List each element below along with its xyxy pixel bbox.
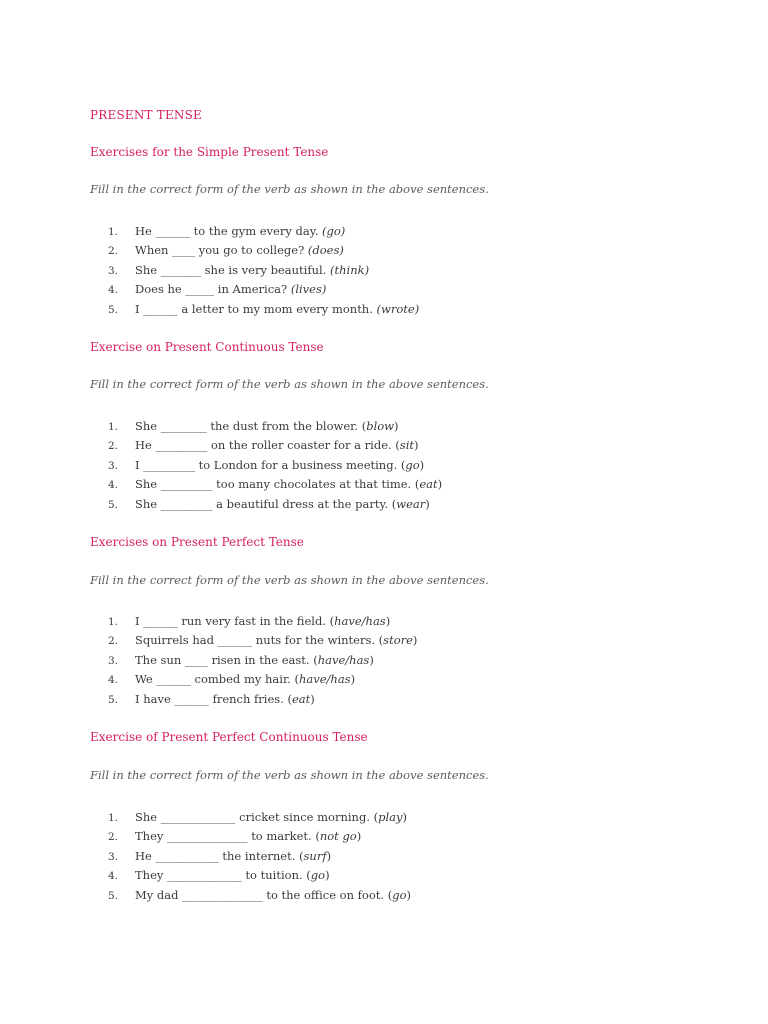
item-number: 2. [108,245,119,258]
exercise-item [108,651,417,670]
item-number: 1. [108,812,119,824]
verb-hint: (wrote) [376,301,420,316]
exercise-item [108,612,417,631]
item-number: 4. [108,479,119,492]
item-text: She _______ she is very beautiful. [135,262,330,277]
section-instruction: Fill in the correct form of the verb as shown in the above sentences. [90,768,489,782]
item-text: He ___________ the internet. ( [135,848,304,863]
section-instruction: Fill in the correct form of the verb as shown in the above sentences. [90,182,489,196]
exercise-list-present-perfect-continuous [108,808,411,905]
item-text: I _________ to London for a business meeting. ( [135,457,406,472]
verb-hint: go [310,868,326,883]
exercise-list-simple-present [108,222,419,319]
hint-close-paren: ) [414,438,419,453]
exercise-item [108,631,417,650]
verb-hint: go [392,887,407,902]
hint-close-paren: ) [325,868,330,883]
exercise-item [108,495,442,514]
item-number: 1. [108,616,119,628]
verb-hint: have/has [298,672,351,687]
item-number: 5. [108,303,119,316]
verb-hint: have/has [334,614,386,628]
item-text: They ______________ to market. ( [135,829,320,844]
verb-hint: have/has [317,652,370,667]
item-text: My dad ______________ to the office on foot. ( [135,887,393,902]
verb-hint: not go [319,829,357,844]
hint-close-paren: ) [369,652,374,667]
item-text: She _____________ cricket since morning. ( [135,810,379,824]
item-text: I ______ run very fast in the field. ( [135,614,335,628]
item-number: 3. [108,654,119,667]
hint-close-paren: ) [419,457,425,472]
item-number: 1. [108,421,119,433]
exercise-item [108,280,419,299]
verb-hint: (think) [330,262,370,277]
exercise-item [108,808,411,827]
verb-hint: blow [366,419,395,433]
section-heading-present-perfect-continuous: Exercise of Present Perfect Continuous Tense [90,730,368,744]
item-text: Does he _____ in America? [135,282,291,297]
verb-hint: eat [291,691,311,706]
item-text: He ______ to the gym every day. [135,224,323,238]
section-heading-present-continuous: Exercise on Present Continuous Tense [90,340,324,354]
exercise-item [108,261,419,280]
item-text: I have ______ french fries. ( [135,691,292,706]
exercise-item [108,222,419,241]
exercise-item [108,241,419,260]
hint-close-paren: ) [412,633,418,648]
exercise-item [108,690,417,709]
exercise-item [108,866,411,885]
exercise-item [108,847,411,866]
exercise-item [108,456,442,475]
hint-close-paren: ) [402,810,408,824]
verb-hint: wear [396,496,426,511]
item-number: 4. [108,870,119,883]
exercise-item [108,475,442,494]
item-text: She _________ a beautiful dress at the party. ( [135,496,397,511]
hint-close-paren: ) [394,419,399,433]
item-number: 3. [108,459,119,472]
item-number: 1. [108,226,119,238]
hint-close-paren: ) [437,477,443,492]
item-text: She ________ the dust from the blower. ( [135,419,367,433]
exercise-item [108,886,411,905]
item-text: The sun ____ risen in the east. ( [135,652,318,667]
item-text: He _________ on the roller coaster for a ride. ( [135,438,400,453]
item-text: We ______ combed my hair. ( [135,672,299,687]
hint-close-paren: ) [406,887,411,902]
section-instruction: Fill in the correct form of the verb as shown in the above sentences. [90,573,489,587]
hint-close-paren: ) [326,848,332,863]
item-text: She _________ too many chocolates at that time. ( [135,477,420,492]
item-number: 4. [108,674,119,687]
verb-hint: eat [419,477,438,492]
item-number: 5. [108,693,119,706]
section-heading-present-perfect: Exercises on Present Perfect Tense [90,535,304,549]
verb-hint: surf [303,848,327,863]
exercise-item [108,827,411,846]
exercise-item [108,417,442,436]
section-heading-simple-present: Exercises for the Simple Present Tense [90,145,329,159]
verb-hint: play [378,810,403,824]
item-number: 5. [108,889,119,902]
hint-close-paren: ) [425,496,430,511]
hint-close-paren: ) [356,829,362,844]
item-text: They _____________ to tuition. ( [135,868,311,883]
verb-hint: go [405,457,420,472]
page-title: PRESENT TENSE [90,108,203,122]
exercise-item [108,670,417,689]
verb-hint: store [383,633,413,648]
verb-hint: (does) [307,243,344,258]
item-text: Squirrels had ______ nuts for the winters. ( [135,633,384,648]
verb-hint: sit [399,438,414,453]
item-number: 3. [108,264,119,277]
item-number: 4. [108,284,119,297]
exercise-item [108,436,442,455]
item-number: 2. [108,440,119,453]
section-instruction: Fill in the correct form of the verb as shown in the above sentences. [90,377,489,391]
item-number: 3. [108,850,119,863]
hint-close-paren: ) [385,614,391,628]
verb-hint: (go) [322,224,346,238]
item-text: When ____ you go to college? [135,243,308,258]
item-number: 2. [108,635,119,648]
exercise-list-present-continuous [108,417,442,514]
item-number: 5. [108,498,119,511]
exercise-list-present-perfect [108,612,417,709]
item-number: 2. [108,831,119,844]
hint-close-paren: ) [310,691,315,706]
item-text: I ______ a letter to my mom every month. [135,301,377,316]
exercise-item [108,300,419,319]
verb-hint: (lives) [290,282,327,297]
hint-close-paren: ) [350,672,356,687]
